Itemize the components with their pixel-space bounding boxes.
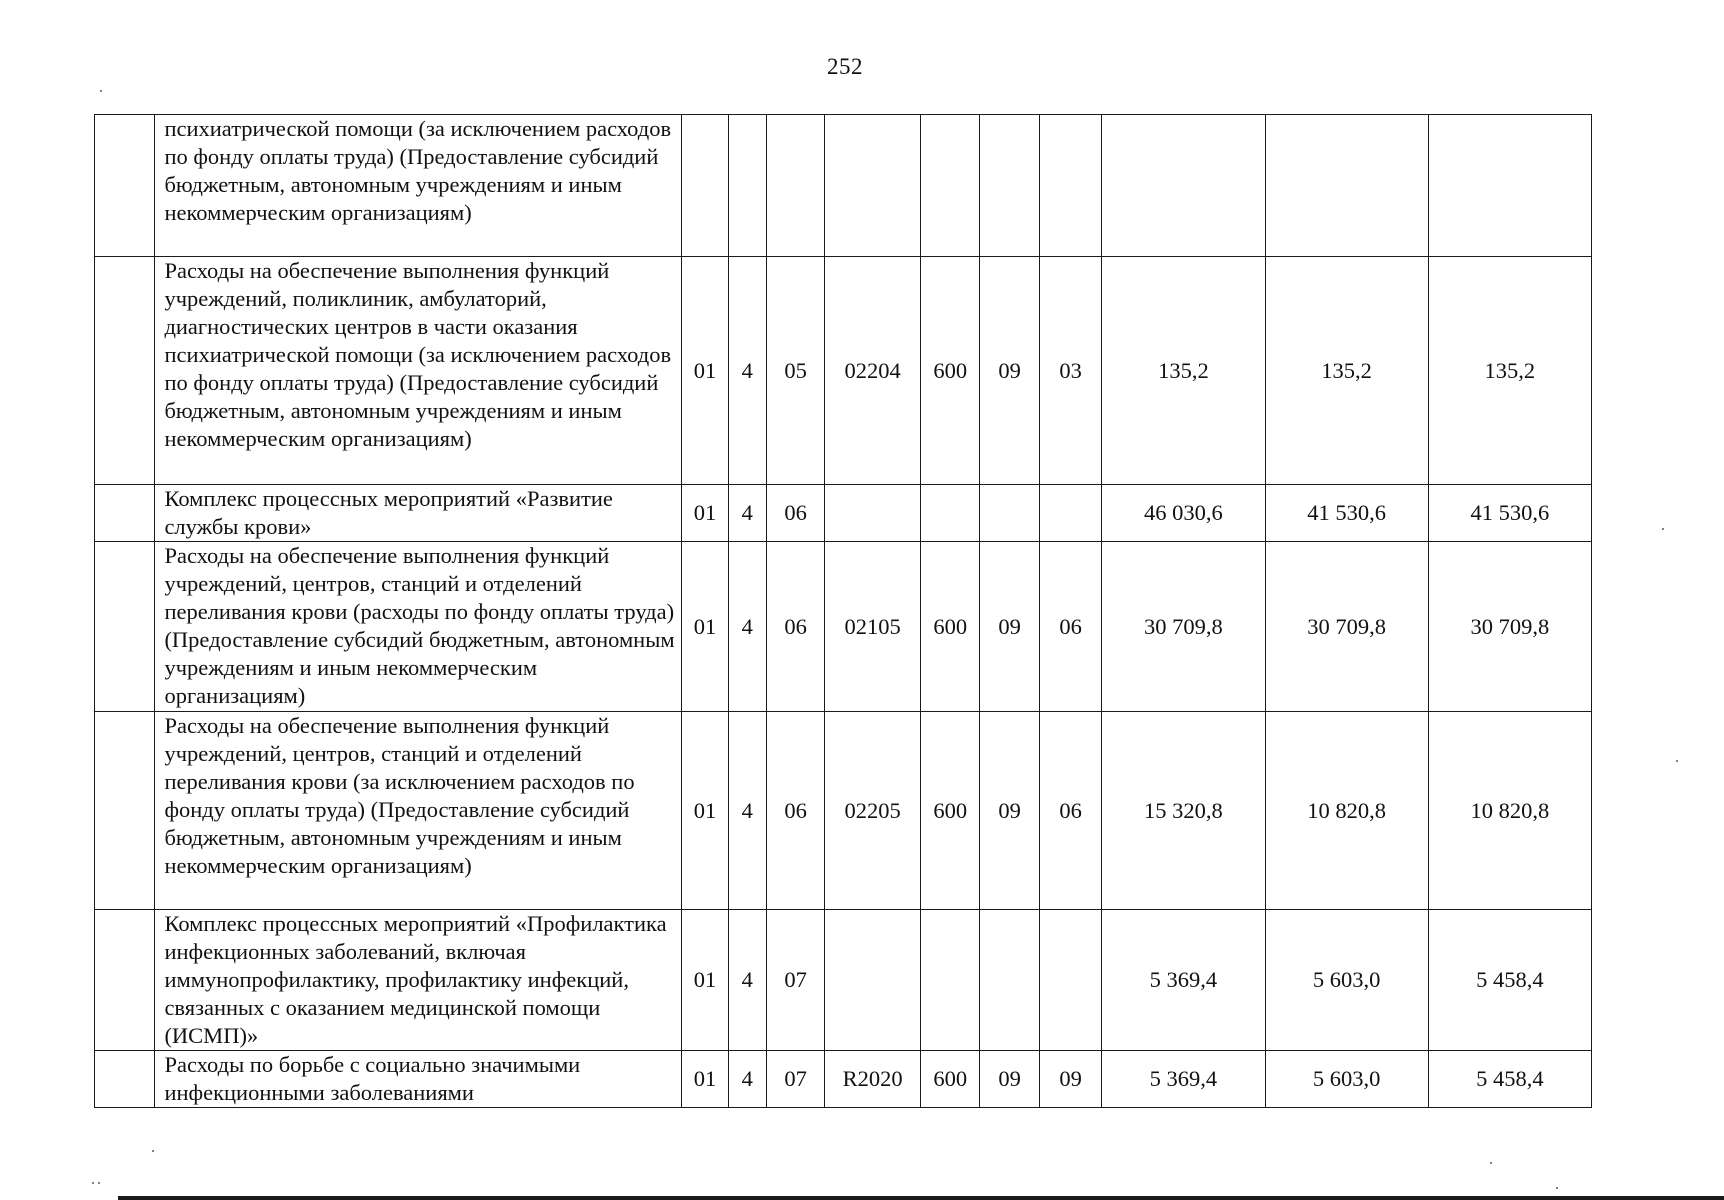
scan-speck (100, 90, 102, 92)
code-program-cell (682, 115, 728, 257)
amount-year1-cell: 15 320,8 (1102, 712, 1265, 910)
row-name-cell: Расходы на обеспечение выполнения функций учреждений, центров, станций и отделений переливания крови (расходы по фонду оплаты труда) (Предоставление субсидий бюджетным, автономным учреждениям и иным некоммерческим организациям) (155, 542, 682, 712)
code-section-cell (980, 910, 1039, 1051)
scan-speck (1662, 528, 1664, 530)
code-subsection-cell (1039, 910, 1101, 1051)
code-direction-cell: 02105 (825, 542, 921, 712)
code-expense-type-cell: 600 (921, 712, 980, 910)
amount-year3-cell: 5 458,4 (1428, 1051, 1591, 1108)
table-row (95, 115, 1592, 257)
code-type-cell: 4 (728, 542, 766, 712)
row-number-cell (95, 485, 155, 542)
code-subsection-cell (1039, 115, 1101, 257)
code-section-cell: 09 (980, 1051, 1039, 1108)
code-type-cell: 4 (728, 257, 766, 485)
code-expense-type-cell: 600 (921, 1051, 980, 1108)
code-section-cell (980, 485, 1039, 542)
code-program-cell: 01 (682, 257, 728, 485)
amount-year3-cell (1428, 115, 1591, 257)
table-row (95, 257, 1592, 485)
row-number-cell (95, 542, 155, 712)
code-expense-type-cell: 600 (921, 542, 980, 712)
row-number-cell (95, 1051, 155, 1108)
row-number-cell (95, 257, 155, 485)
row-number-cell (95, 712, 155, 910)
page-bottom-rule (118, 1196, 1724, 1200)
row-name-cell: Расходы на обеспечение выполнения функций учреждений, центров, станций и отделений переливания крови (за исключением расходов по фонду оплаты труда) (Предоставление субсидий бюджетным, автономным учреждениям и иным некоммерческим организациям) (155, 712, 682, 910)
amount-year2-cell: 10 820,8 (1265, 712, 1428, 910)
amount-year1-cell: 5 369,4 (1102, 910, 1265, 1051)
code-direction-cell (825, 485, 921, 542)
amount-year2-cell: 5 603,0 (1265, 1051, 1428, 1108)
code-expense-type-cell (921, 485, 980, 542)
amount-year3-cell: 41 530,6 (1428, 485, 1591, 542)
code-expense-type-cell (921, 910, 980, 1051)
amount-year2-cell (1265, 115, 1428, 257)
table-row (95, 910, 1592, 1051)
row-number-cell (95, 910, 155, 1051)
amount-year1-cell: 5 369,4 (1102, 1051, 1265, 1108)
scan-speck (98, 1182, 100, 1184)
amount-year3-cell: 135,2 (1428, 257, 1591, 485)
code-direction-cell (825, 115, 921, 257)
row-name-cell: психиатрической помощи (за исключением расходов по фонду оплаты труда) (Предоставление субсидий бюджетным, автономным учреждениям и иным некоммерческим организациям) (155, 115, 682, 257)
code-subsection-cell: 09 (1039, 1051, 1101, 1108)
code-complex-cell: 06 (766, 712, 824, 910)
code-complex-cell (766, 115, 824, 257)
row-name-cell: Расходы по борьбе с социально значимыми инфекционными заболеваниями (155, 1051, 682, 1108)
code-program-cell: 01 (682, 485, 728, 542)
code-subsection-cell (1039, 485, 1101, 542)
code-complex-cell: 05 (766, 257, 824, 485)
amount-year3-cell: 5 458,4 (1428, 910, 1591, 1051)
budget-table (94, 114, 1592, 1108)
code-type-cell: 4 (728, 1051, 766, 1108)
table-row (95, 712, 1592, 910)
code-complex-cell: 06 (766, 542, 824, 712)
table-row (95, 542, 1592, 712)
row-name-cell: Комплекс процессных мероприятий «Профилактика инфекционных заболеваний, включая иммунопрофилактику, профилактику инфекций, связанных с оказанием медицинской помощи (ИСМП)» (155, 910, 682, 1051)
code-expense-type-cell (921, 115, 980, 257)
code-direction-cell: 02204 (825, 257, 921, 485)
code-program-cell: 01 (682, 712, 728, 910)
code-section-cell (980, 115, 1039, 257)
code-direction-cell: 02205 (825, 712, 921, 910)
code-complex-cell: 06 (766, 485, 824, 542)
scan-speck (1556, 1187, 1558, 1189)
amount-year1-cell: 46 030,6 (1102, 485, 1265, 542)
table-row (95, 1051, 1592, 1108)
amount-year1-cell (1102, 115, 1265, 257)
code-type-cell: 4 (728, 910, 766, 1051)
row-number-cell (95, 115, 155, 257)
code-direction-cell: R2020 (825, 1051, 921, 1108)
scan-speck (92, 1182, 94, 1184)
code-expense-type-cell: 600 (921, 257, 980, 485)
code-section-cell: 09 (980, 712, 1039, 910)
code-direction-cell (825, 910, 921, 1051)
amount-year1-cell: 135,2 (1102, 257, 1265, 485)
amount-year2-cell: 5 603,0 (1265, 910, 1428, 1051)
code-complex-cell: 07 (766, 1051, 824, 1108)
amount-year3-cell: 30 709,8 (1428, 542, 1591, 712)
code-type-cell: 4 (728, 485, 766, 542)
code-section-cell: 09 (980, 257, 1039, 485)
code-complex-cell: 07 (766, 910, 824, 1051)
scan-speck (152, 1150, 154, 1152)
page-number: 252 (827, 54, 863, 79)
code-subsection-cell: 06 (1039, 712, 1101, 910)
code-subsection-cell: 03 (1039, 257, 1101, 485)
code-type-cell: 4 (728, 712, 766, 910)
amount-year2-cell: 135,2 (1265, 257, 1428, 485)
code-section-cell: 09 (980, 542, 1039, 712)
amount-year3-cell: 10 820,8 (1428, 712, 1591, 910)
code-program-cell: 01 (682, 910, 728, 1051)
scan-speck (1676, 760, 1678, 762)
code-program-cell: 01 (682, 1051, 728, 1108)
table-row (95, 485, 1592, 542)
row-name-cell: Расходы на обеспечение выполнения функций учреждений, поликлиник, амбулаторий, диагностических центров в части оказания психиатрической помощи (за исключением расходов по фонду оплаты труда) (Предоставление субсидий бюджетным, автономным учреждениям и иным некоммерческим организациям) (155, 257, 682, 485)
amount-year2-cell: 41 530,6 (1265, 485, 1428, 542)
code-subsection-cell: 06 (1039, 542, 1101, 712)
scan-speck (1490, 1162, 1492, 1164)
code-type-cell (728, 115, 766, 257)
amount-year2-cell: 30 709,8 (1265, 542, 1428, 712)
code-program-cell: 01 (682, 542, 728, 712)
amount-year1-cell: 30 709,8 (1102, 542, 1265, 712)
row-name-cell: Комплекс процессных мероприятий «Развитие службы крови» (155, 485, 682, 542)
